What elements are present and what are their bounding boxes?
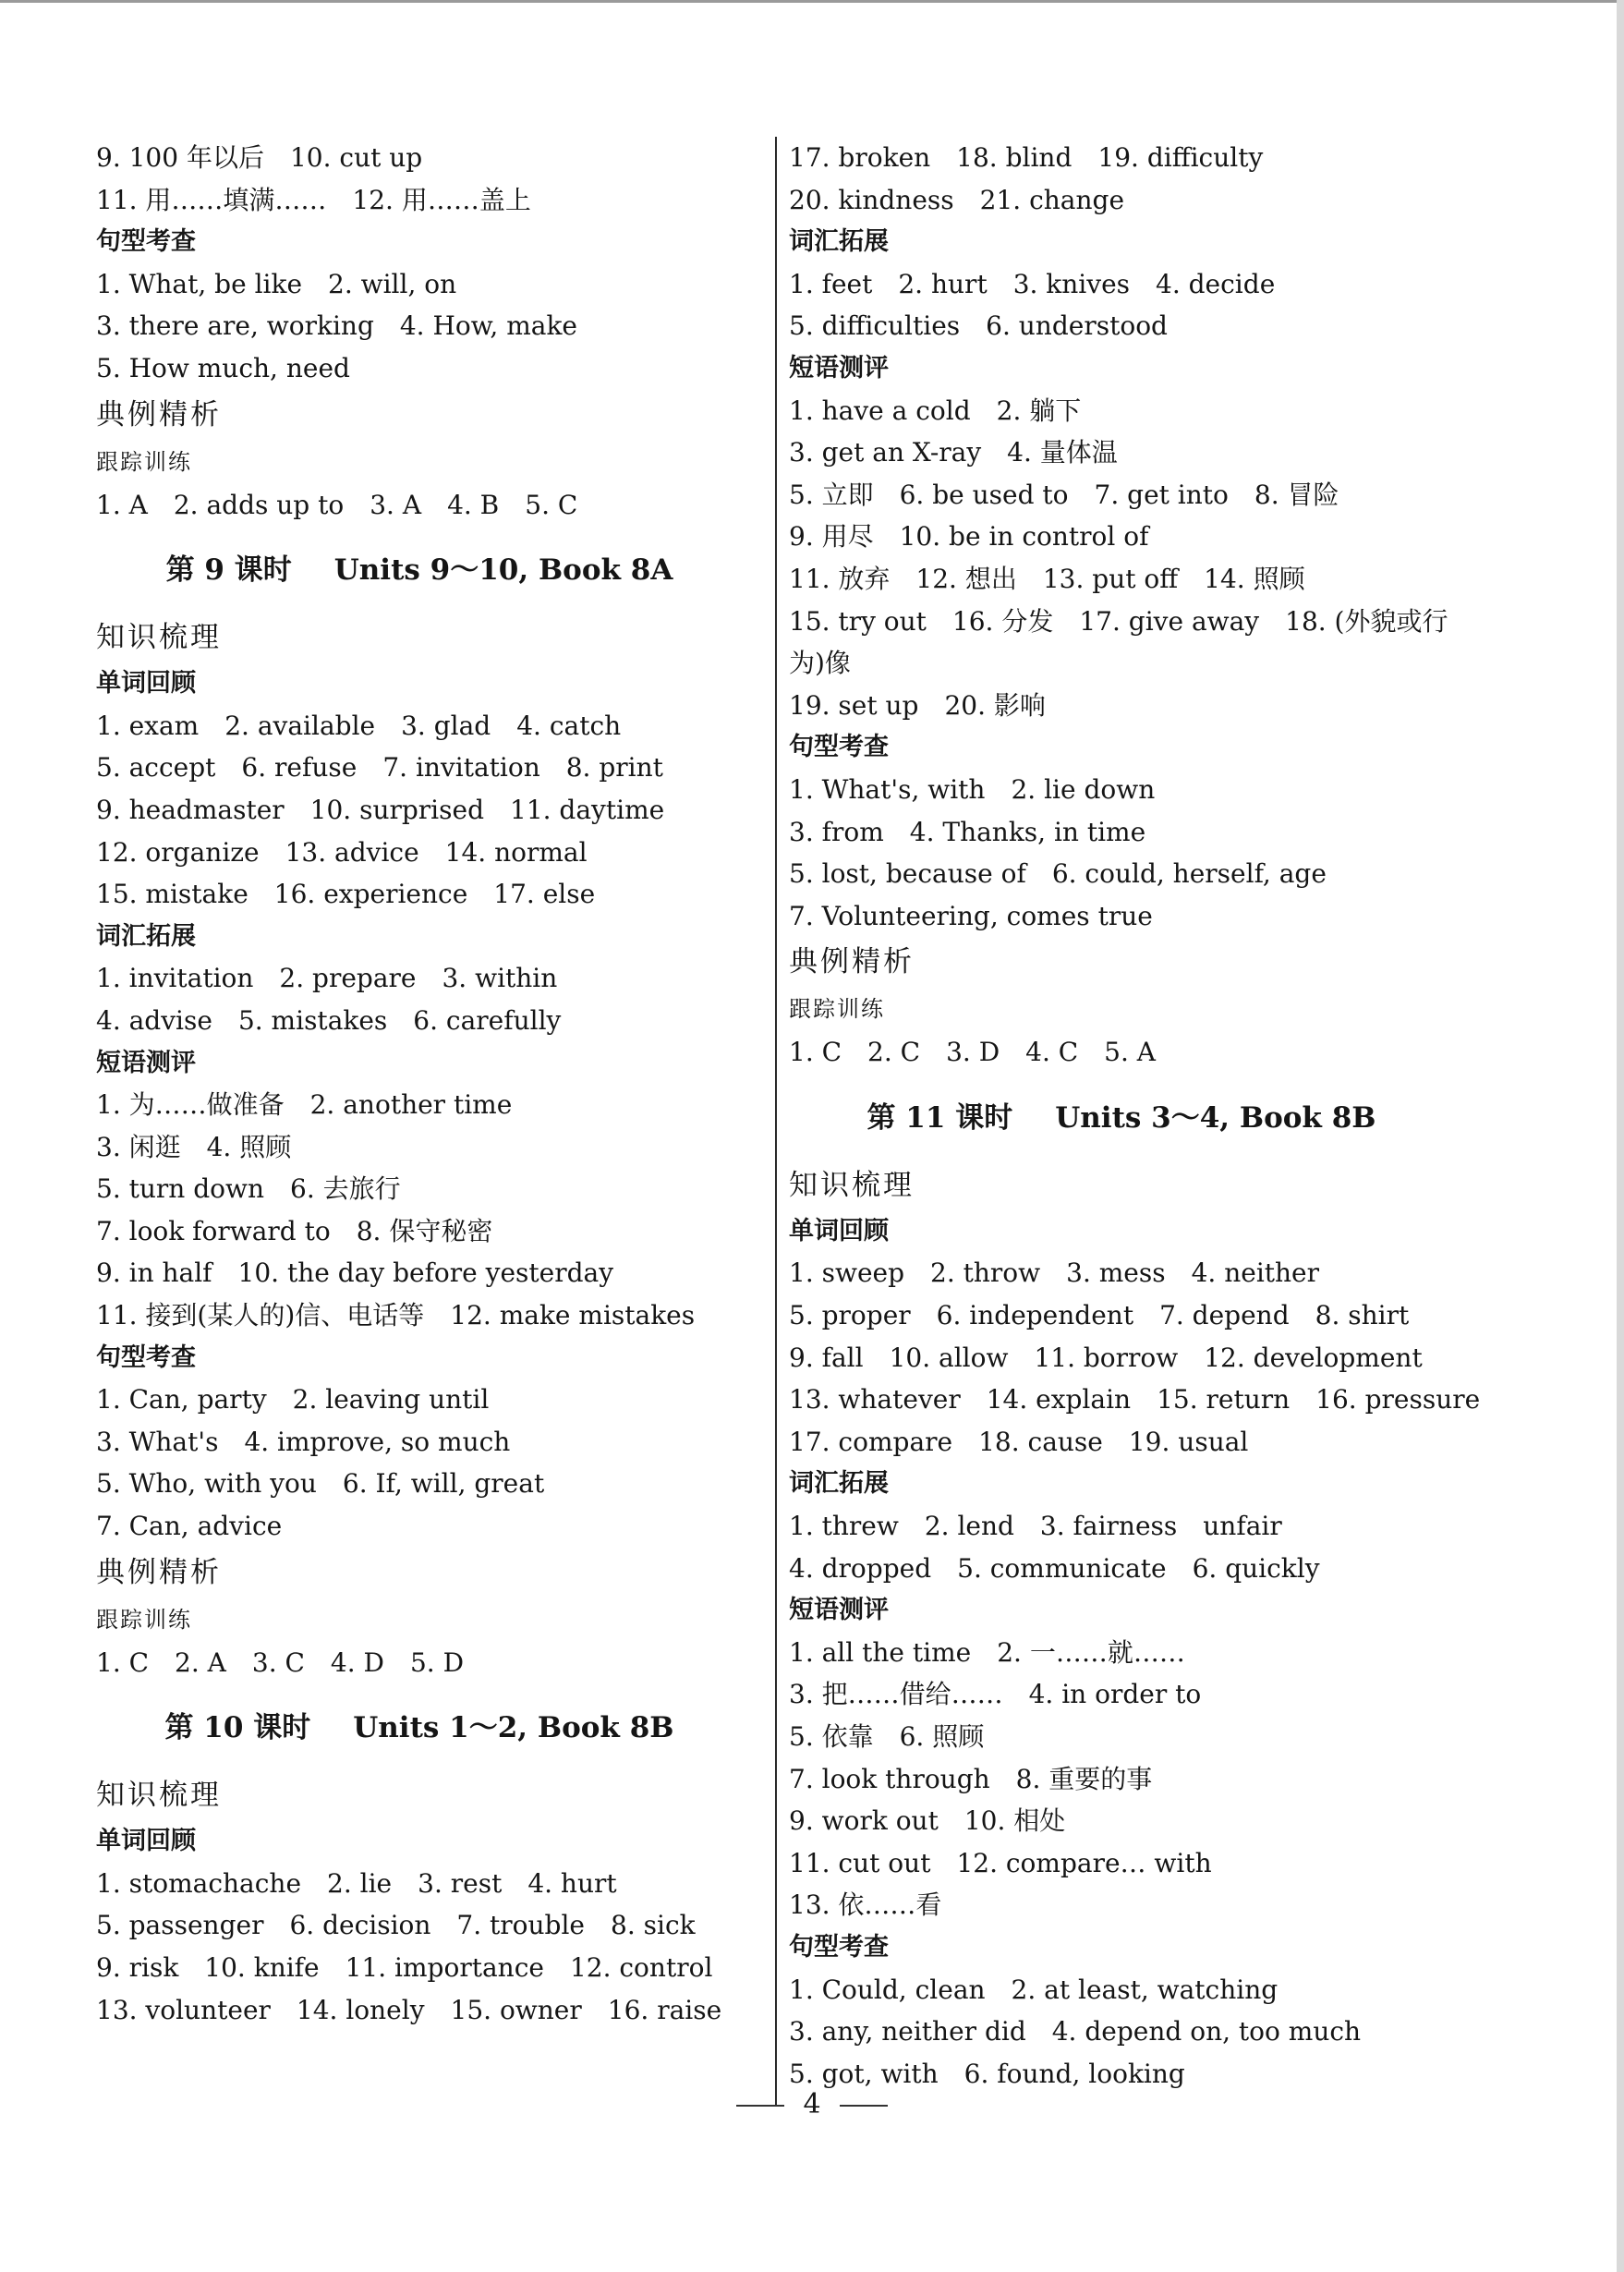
answer-line: 9. headmaster 10. surprised 11. daytime (96, 794, 665, 825)
section-heading: 单词回顾 (789, 1216, 889, 1245)
answer-line: 1. exam 2. available 3. glad 4. catch (96, 710, 622, 741)
answer-line: 9. work out 10. 相处 (789, 1805, 1066, 1837)
answer-line: 1. What's, with 2. lie down (789, 773, 1156, 805)
answer-line: 5. lost, because of 6. could, herself, age (789, 858, 1327, 890)
answer-line: 11. 用……填满…… 12. 用……盖上 (96, 184, 531, 215)
answer-line: 13. whatever 14. explain 15. return 16. pressure (789, 1384, 1481, 1415)
section-heading: 短语测评 (789, 1596, 889, 1625)
section-heading: 句型考查 (789, 733, 889, 762)
answer-line: 1. invitation 2. prepare 3. within (96, 963, 558, 994)
answer-line: 1. What, be like 2. will, on (96, 268, 457, 299)
section-title: 典例精析 (96, 397, 222, 431)
section-title: 知识梳理 (96, 1779, 222, 1813)
section-title: 知识梳理 (96, 621, 222, 655)
answer-line: 9. 100 年以后 10. cut up (96, 142, 423, 173)
answer-line: 1. all the time 2. 一……就…… (789, 1636, 1185, 1668)
column-divider (775, 137, 777, 2105)
answer-line: 17. compare 18. cause 19. usual (789, 1426, 1249, 1457)
answer-line: 1. C 2. A 3. C 4. D 5. D (96, 1646, 465, 1678)
answer-line: 1. have a cold 2. 躺下 (789, 395, 1082, 426)
page-dash-left (736, 2105, 784, 2107)
answer-line: 4. advise 5. mistakes 6. carefully (96, 1004, 562, 1036)
answer-line: 9. 用尽 10. be in control of (789, 521, 1149, 553)
lesson-heading (96, 542, 743, 598)
page-number-value: 4 (803, 2088, 821, 2120)
answer-line: 5. Who, with you 6. If, will, great (96, 1468, 545, 1500)
answer-line: 7. look forward to 8. 保守秘密 (96, 1215, 493, 1246)
answer-line: 3. 把……借给…… 4. in order to (789, 1679, 1202, 1710)
answer-line: 7. Volunteering, comes true (789, 900, 1153, 931)
answer-line: 5. got, with 6. found, looking (789, 2058, 1185, 2089)
section-heading: 单词回顾 (96, 669, 196, 699)
page-number (0, 2088, 1624, 2120)
lesson-units: Units 1～2, Book 8B (353, 1711, 674, 1745)
answer-line: 7. look through 8. 重要的事 (789, 1763, 1153, 1794)
section-heading: 句型考查 (96, 1343, 196, 1372)
answer-line: 5. passenger 6. decision 7. trouble 8. sick (96, 1910, 696, 1941)
lesson-heading (96, 1700, 743, 1756)
answer-line: 9. in half 10. the day before yesterday (96, 1257, 614, 1289)
page-dash-right (840, 2105, 888, 2107)
answer-line: 13. 依……看 (789, 1889, 942, 1921)
lesson-label: 第 11 课时 (867, 1100, 1013, 1135)
subsection-title: 跟踪训练 (96, 448, 192, 475)
section-heading: 短语测评 (96, 1048, 196, 1077)
answer-line: 15. mistake 16. experience 17. else (96, 879, 596, 910)
answer-line: 11. 接到(某人的)信、电话等 12. make mistakes (96, 1300, 696, 1331)
answer-line: 3. What's 4. improve, so much (96, 1426, 511, 1457)
answer-line: 5. difficulties 6. understood (789, 310, 1168, 342)
section-heading: 词汇拓展 (96, 921, 196, 951)
answer-line: 1. Could, clean 2. at least, watching (789, 1974, 1279, 2005)
left-column (96, 137, 743, 2031)
answer-line: 3. from 4. Thanks, in time (789, 816, 1146, 847)
right-column (789, 137, 1481, 2137)
answer-line: 1. threw 2. lend 3. fairness unfair (789, 1511, 1282, 1542)
lesson-heading (789, 1090, 1454, 1146)
answer-line: 11. 放弃 12. 想出 13. put off 14. 照顾 (789, 563, 1305, 594)
section-heading: 词汇拓展 (789, 227, 889, 257)
answer-line: 7. Can, advice (96, 1511, 283, 1542)
answer-line: 15. try out 16. 分发 17. give away 18. (外貌或行 (789, 605, 1448, 637)
section-heading: 单词回顾 (96, 1827, 196, 1856)
answer-line: 9. risk 10. knife 11. importance 12. control (96, 1952, 713, 1983)
answer-line: 3. 闲逛 4. 照顾 (96, 1131, 292, 1162)
answer-line: 5. 立即 6. be used to 7. get into 8. 冒险 (789, 479, 1339, 510)
page-edge (1617, 0, 1624, 2272)
answer-line: 1. Can, party 2. leaving until (96, 1384, 490, 1415)
answer-line: 12. organize 13. advice 14. normal (96, 836, 588, 868)
section-title: 典例精析 (789, 945, 915, 979)
section-heading: 词汇拓展 (789, 1469, 889, 1499)
answer-line: 19. set up 20. 影响 (789, 689, 1046, 721)
answer-line: 1. sweep 2. throw 3. mess 4. neither (789, 1257, 1320, 1289)
section-title: 典例精析 (96, 1555, 222, 1589)
answer-line: 5. accept 6. refuse 7. invitation 8. print (96, 752, 663, 784)
subsection-title: 跟踪训练 (789, 996, 885, 1023)
section-heading: 句型考查 (96, 227, 196, 257)
answer-line: 13. volunteer 14. lonely 15. owner 16. raise (96, 1994, 722, 2025)
answer-line: 5. proper 6. independent 7. depend 8. shirt (789, 1300, 1410, 1331)
lesson-label: 第 10 课时 (164, 1711, 311, 1745)
answer-line: 5. turn down 6. 去旅行 (96, 1173, 401, 1205)
top-rule (0, 0, 1624, 3)
answer-line: 9. fall 10. allow 11. borrow 12. development (789, 1342, 1423, 1373)
answer-line: 1. 为……做准备 2. another time (96, 1089, 513, 1121)
answer-line: 5. 依靠 6. 照顾 (789, 1721, 985, 1752)
answer-line: 11. cut out 12. compare… with (789, 1847, 1212, 1878)
lesson-label: 第 9 课时 (165, 553, 292, 588)
subsection-title: 跟踪训练 (96, 1606, 192, 1633)
section-heading: 短语测评 (789, 353, 889, 383)
answer-line: 1. A 2. adds up to 3. A 4. B 5. C (96, 489, 578, 520)
answer-line: 3. any, neither did 4. depend on, too much (789, 2016, 1362, 2047)
answer-line: 3. there are, working 4. How, make (96, 310, 577, 342)
answer-line: 1. feet 2. hurt 3. knives 4. decide (789, 268, 1276, 299)
answer-line: 1. stomachache 2. lie 3. rest 4. hurt (96, 1867, 617, 1899)
answer-line: 5. How much, need (96, 352, 350, 383)
answer-line: 4. dropped 5. communicate 6. quickly (789, 1552, 1320, 1584)
answer-line: 17. broken 18. blind 19. difficulty (789, 142, 1264, 173)
answer-line: 1. C 2. C 3. D 4. C 5. A (789, 1037, 1157, 1068)
lesson-units: Units 3～4, Book 8B (1055, 1100, 1376, 1135)
answer-line: 20. kindness 21. change (789, 184, 1125, 215)
lesson-units: Units 9～10, Book 8A (333, 553, 673, 588)
answer-line: 3. get an X-ray 4. 量体温 (789, 437, 1118, 468)
section-heading: 句型考查 (789, 1932, 889, 1962)
section-title: 知识梳理 (789, 1168, 915, 1202)
answer-line: 为)像 (789, 648, 851, 679)
